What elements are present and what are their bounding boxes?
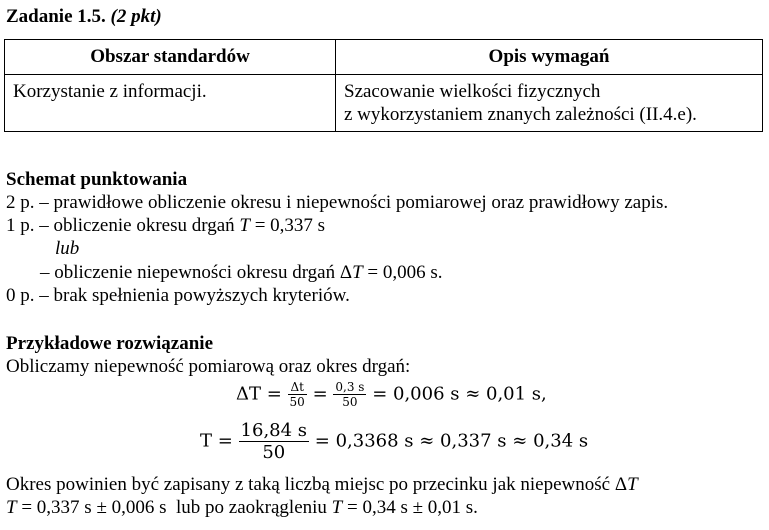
eq2-lhs: T = [200, 430, 233, 452]
equation-delta-t [236, 380, 547, 409]
eq1-rhs: = 0,006 s ≈ 0,01 s, [372, 383, 547, 405]
eq1-fraction-1 [288, 380, 307, 409]
scoring-lub: lub [55, 238, 80, 259]
standards-table [4, 39, 763, 132]
note-var: T [627, 474, 638, 495]
eq2-rhs: = 0,3368 s ≈ 0,337 s ≈ 0,34 s [314, 430, 589, 452]
result-part-2: = 0,34 s ± 0,01 s. [342, 497, 478, 518]
eq2-frac-den: 50 [262, 442, 286, 463]
solution-heading: Przykładowe rozwiązanie [6, 333, 214, 354]
note-text: Okres powinien być zapisany z taką liczbą miejsc po przecinku jak niepewność Δ [6, 474, 628, 495]
header-area: Obszar standardów [5, 40, 336, 75]
scoring-1p [6, 215, 325, 237]
header-description: Opis wymagań [336, 40, 763, 75]
scoring-0p: 0 p. – brak spełnienia powyższych kryteriów. [6, 285, 350, 306]
solution-note [6, 474, 638, 496]
equation-period [200, 420, 588, 463]
table-row [5, 75, 763, 132]
description-line-2: z wykorzystaniem znanych zależności (II.4.e). [344, 104, 697, 125]
scoring-1p-value: = 0,337 s [249, 215, 326, 236]
task-number: Zadanie 1.5. [6, 6, 106, 27]
scoring-1p-alt-text: – obliczenie niepewności okresu drgań Δ [40, 262, 353, 283]
eq1-frac2-num: 0,3 s [335, 380, 365, 394]
cell-area: Korzystanie z informacji. [5, 75, 336, 132]
solution-result [6, 497, 478, 519]
eq2-frac-num: 16,84 s [240, 420, 308, 441]
task-title [6, 6, 162, 28]
table-header-row [5, 40, 763, 75]
scoring-1p-alt-var: T [352, 262, 363, 283]
eq1-frac1-num: Δt [288, 380, 307, 395]
scoring-1p-alt-value: = 0,006 s. [362, 262, 443, 283]
description-line-1: Szacowanie wielkości fizycznych [344, 81, 601, 102]
eq1-lhs: ΔT = [236, 383, 282, 405]
scoring-1p-var: T [239, 215, 250, 236]
eq1-equals: = [312, 383, 328, 405]
scoring-2p: 2 p. – prawidłowe obliczenie okresu i niepewności pomiarowej oraz prawidłowy zapis. [6, 192, 669, 213]
task-points: (2 pkt) [110, 6, 162, 27]
result-var-1: T [6, 497, 17, 518]
solution-intro: Obliczamy niepewność pomiarową oraz okres drgań: [6, 356, 411, 377]
cell-description [336, 75, 763, 132]
eq1-frac1-den: 50 [289, 395, 305, 409]
eq1-fraction-2 [333, 380, 366, 409]
eq1-frac2-den: 50 [342, 395, 358, 409]
scoring-1p-text: 1 p. – obliczenie okresu drgań [6, 215, 240, 236]
eq2-fraction [239, 420, 310, 463]
result-var-2: T [331, 497, 343, 518]
scoring-heading: Schemat punktowania [6, 169, 188, 190]
scoring-1p-alt [40, 262, 443, 284]
result-part-1: = 0,337 s ± 0,006 s lub po zaokrągleniu [16, 497, 332, 518]
